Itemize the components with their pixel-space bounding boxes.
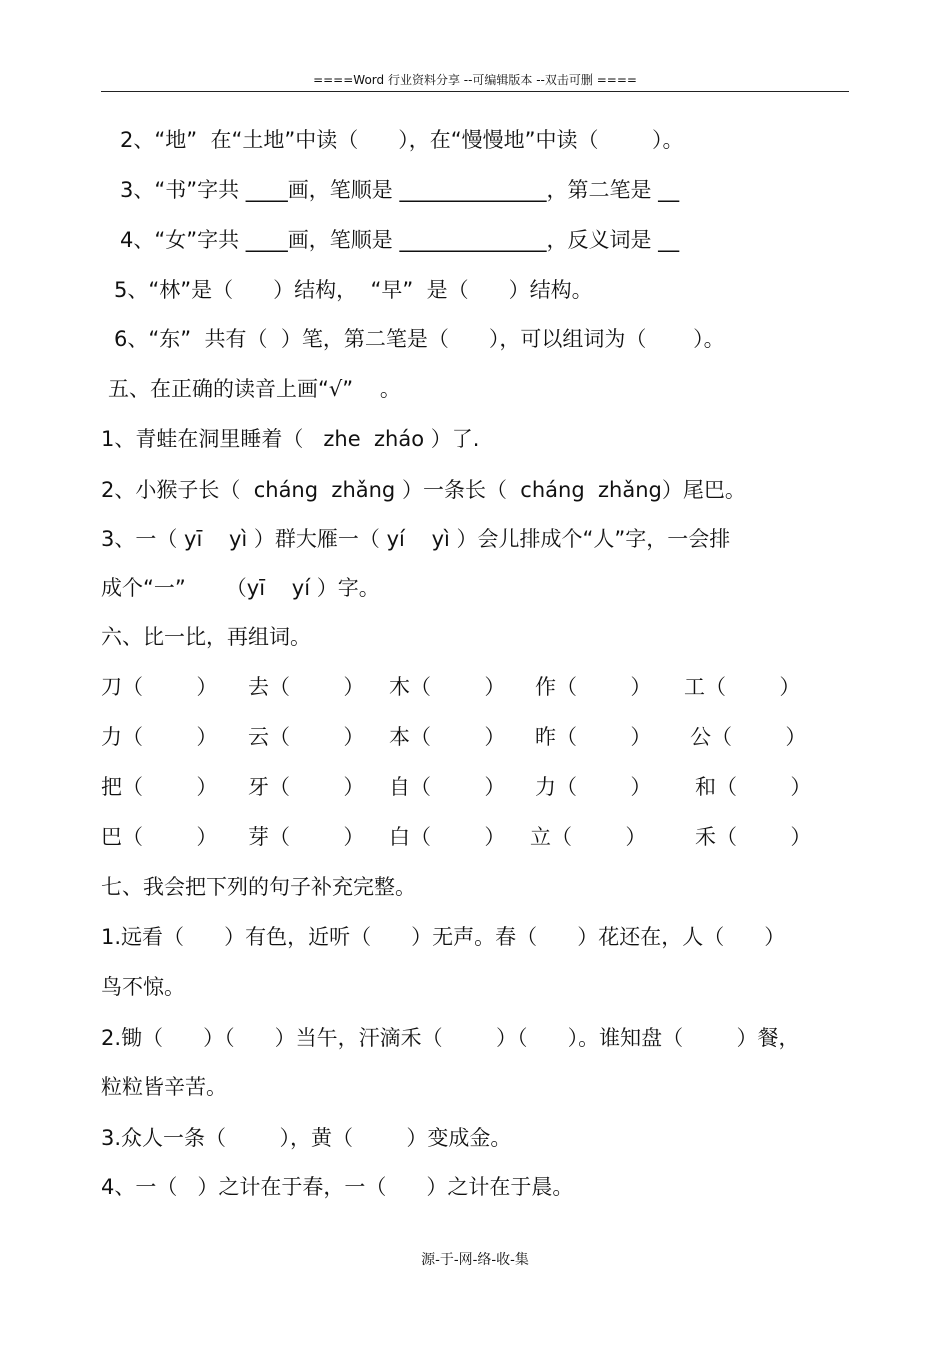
grid-cell: 力（ ）: [535, 775, 652, 799]
grid-cell: 禾（ ）: [695, 825, 812, 849]
grid-cell: 芽（ ）: [248, 825, 365, 849]
grid-cell: 和（ ）: [695, 775, 812, 799]
question-line: 3.众人一条（ ），黄（ ）变成金。: [101, 1126, 512, 1150]
grid-cell: 立（ ）: [530, 825, 647, 849]
grid-cell: 作（ ）: [535, 675, 652, 699]
page-header: ====Word 行业资料分享 --可编辑版本 --双击可删 ====: [313, 73, 637, 87]
question-line: 1.远看（ ）有色，近听（ ）无声。春（ ）花还在，人（ ）: [101, 925, 786, 949]
grid-cell: 本（ ）: [389, 725, 506, 749]
section-heading: 五、在正确的读音上画“√” 。: [108, 377, 401, 401]
grid-cell: 牙（ ）: [248, 775, 365, 799]
grid-cell: 刀（ ）: [101, 675, 218, 699]
question-line: 4、“女”字共 ____画，笔顺是 ______________，反义词是 __: [120, 228, 680, 252]
question-line: 粒粒皆辛苦。: [101, 1075, 227, 1099]
grid-cell: 昨（ ）: [535, 725, 652, 749]
question-line: 2、小猴子长（ cháng zhǎng ）一条长（ cháng zhǎng）尾巴。: [101, 478, 746, 502]
grid-cell: 工（ ）: [684, 675, 801, 699]
page-footer: 源-于-网-络-收-集: [421, 1252, 529, 1268]
question-line: 2、“地” 在“土地”中读（ ），在“慢慢地”中读（ ）。: [120, 128, 684, 152]
grid-cell: 公（ ）: [690, 725, 807, 749]
question-line: 3、一（ yī yì ）群大雁一（ yí yì ）会儿排成个“人”字，一会排: [101, 527, 731, 551]
question-line: 5、“林”是（ ）结构， “早” 是（ ）结构。: [114, 278, 593, 302]
header-rule: [101, 91, 849, 92]
question-line: 成个“一” （yī yí ）字。: [101, 576, 380, 600]
grid-cell: 力（ ）: [101, 725, 218, 749]
question-line: 2.锄（ ）（ ）当午，汗滴禾（ ）（ ）。谁知盘（ ）餐，: [101, 1026, 800, 1050]
section-heading: 七、我会把下列的句子补充完整。: [101, 875, 416, 899]
question-line: 6、“东” 共有（ ）笔，第二笔是（ ），可以组词为（ ）。: [114, 327, 725, 351]
grid-cell: 把（ ）: [101, 775, 218, 799]
grid-cell: 白（ ）: [389, 825, 506, 849]
question-line: 3、“书”字共 ____画，笔顺是 ______________，第二笔是 __: [120, 178, 680, 202]
question-line: 4、一（ ）之计在于春，一（ ）之计在于晨。: [101, 1175, 574, 1199]
grid-cell: 巴（ ）: [101, 825, 218, 849]
question-line: 1、青蛙在洞里睡着（ zhe zháo ）了.: [101, 427, 480, 451]
grid-cell: 去（ ）: [248, 675, 365, 699]
section-heading: 六、比一比，再组词。: [101, 625, 311, 649]
grid-cell: 木（ ）: [389, 675, 506, 699]
grid-cell: 云（ ）: [248, 725, 365, 749]
question-line: 鸟不惊。: [101, 975, 185, 999]
grid-cell: 自（ ）: [389, 775, 506, 799]
